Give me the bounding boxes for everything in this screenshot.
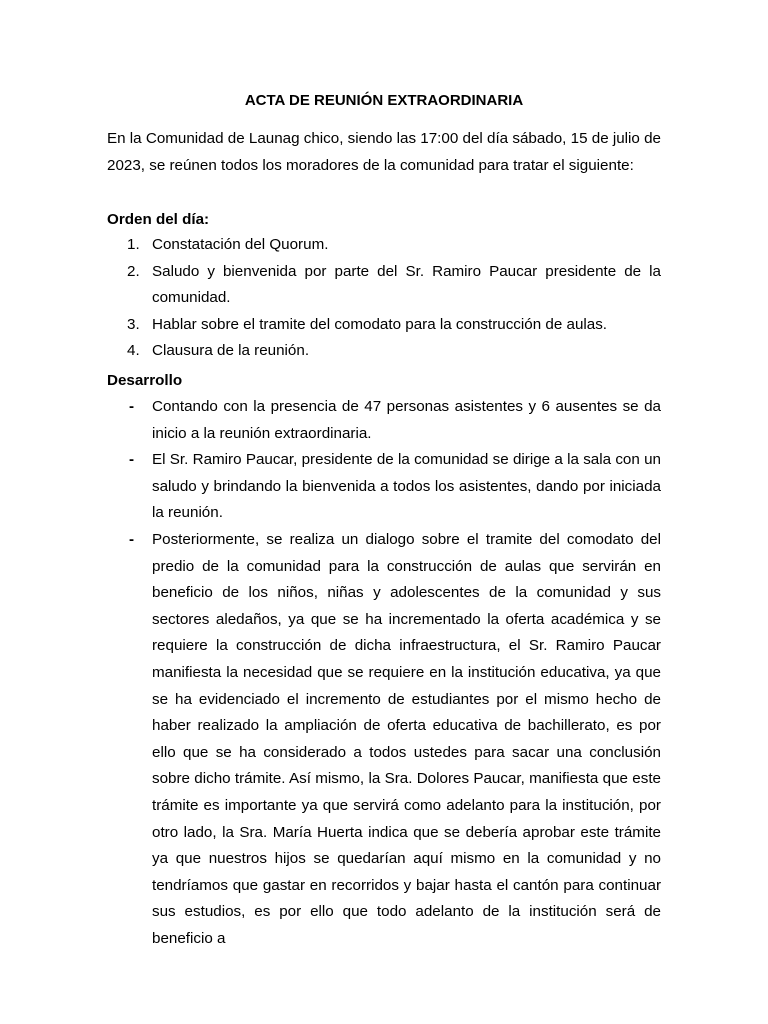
intro-paragraph: En la Comunidad de Launag chico, siendo las 17:00 del día sábado, 15 de julio de 2023, se reúnen todos los moradores de la comunidad para tratar el siguiente: <box>107 130 661 174</box>
agenda-item-number: 2. <box>127 262 140 280</box>
development-heading: Desarrollo <box>107 372 183 389</box>
agenda-item-text: Clausura de la reunión. <box>152 342 310 360</box>
document-title: ACTA DE REUNIÓN EXTRAORDINARIA <box>244 92 524 109</box>
agenda-item-number: 4. <box>127 342 140 360</box>
agenda-list <box>107 232 661 365</box>
bullet-dash: - <box>129 451 135 469</box>
agenda-item-text: Saludo y bienvenida por parte del Sr. Ramiro Paucar presidente de la comunidad. <box>152 262 661 307</box>
agenda-item <box>107 338 661 365</box>
development-item-text: Contando con la presencia de 47 personas asistentes y 6 ausentes se da inicio a la reunión extraordinaria. <box>152 398 661 442</box>
development-item <box>107 447 661 527</box>
agenda-item <box>107 312 661 339</box>
agenda-item-text: Hablar sobre el tramite del comodato para la construcción de aulas. <box>152 315 608 333</box>
agenda-item-text: Constatación del Quorum. <box>152 236 329 253</box>
agenda-item <box>107 232 661 259</box>
development-item-text: El Sr. Ramiro Paucar, presidente de la comunidad se dirige a la sala con un saludo y brindando la bienvenida a todos los asistentes, dando por iniciada la reunión. <box>152 451 661 522</box>
development-item <box>107 394 661 447</box>
development-item-text: Posteriormente, se realiza un dialogo sobre el tramite del comodato del predio de la comunidad para la construcción de aulas que servirán en beneficio de los niños, niñas y adolescentes de la comunidad y sus sectores aledaños, ya que se ha incrementado la oferta académica y se requiere la construcción de dicha infraestructura, el Sr. Ramiro Paucar manifiesta la necesidad que se requiere en la institución educativa, ya que se ha evidenciado el incremento de estudiantes por el mismo hecho de haber realizado la ampliación de oferta educativa de bachillerato, es por ello que se ha considerado a todos ustedes para sacar una conclusión sobre dicho trámite. Así mismo, la Sra. Dolores Paucar, manifiesta que este trámite es importante ya que servirá como adelanto para la institución, por otro lado, la Sra. María Huerta indica que se debería aprobar este trámite ya que nuestros hijos se quedarían aquí mismo en la comunidad y no tendríamos que gastar en recorridos y bajar hasta el cantón para continuar sus estudios, es por ello que todo adelanto de la institución será de beneficio a <box>152 530 661 947</box>
development-list <box>107 394 661 952</box>
development-item <box>107 527 661 953</box>
agenda-item-number: 3. <box>127 315 140 333</box>
bullet-dash: - <box>129 530 135 548</box>
agenda-item <box>107 259 661 312</box>
agenda-heading: Orden del día: <box>107 211 210 228</box>
agenda-item-number: 1. <box>127 236 140 253</box>
bullet-dash: - <box>129 398 135 415</box>
